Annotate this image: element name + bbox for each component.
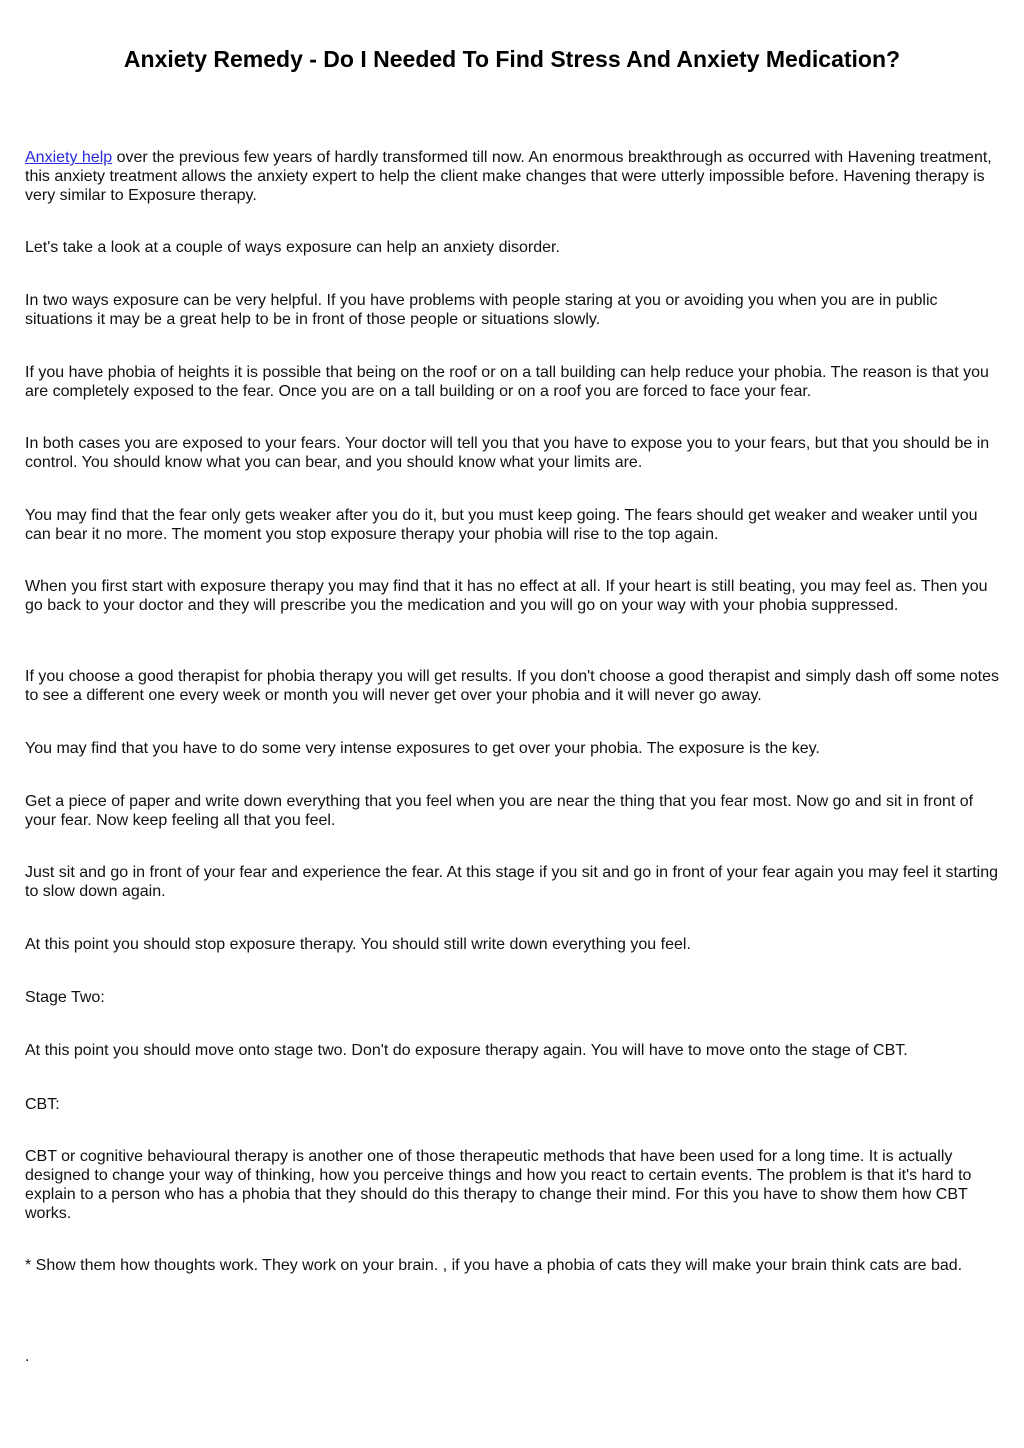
paragraph-2: In two ways exposure can be very helpful. If you have problems with people staring at you or avoiding you when you are in public situations it may be a great help to be in front of those people or situations slowly. [25, 292, 938, 328]
stage-two-heading: Stage Two: [25, 989, 105, 1006]
bullet-paragraph: * Show them how thoughts work. They work on your brain. , if you have a phobia of cats they will make your brain think cats are bad. [25, 1257, 963, 1274]
paragraph-1: Let's take a look at a couple of ways exposure can help an anxiety disorder. [25, 239, 560, 256]
paragraph-11: At this point you should stop exposure therapy. You should still write down everything you feel. [25, 936, 691, 953]
intro-paragraph [25, 148, 1001, 205]
anxiety-help-link[interactable]: Anxiety help [25, 149, 113, 166]
cbt-heading: CBT: [25, 1096, 60, 1113]
paragraph-3: If you have phobia of heights it is possible that being on the roof or on a tall building can help reduce your phobia. The reason is that you are completely exposed to the fear. Once you are on a tall building or on a roof you are forced to face your fear. [25, 364, 989, 400]
paragraph-12: At this point you should move onto stage two. Don't do exposure therapy again. You will have to move onto the stage of CBT. [25, 1042, 908, 1059]
paragraph-6: When you first start with exposure therapy you may find that it has no effect at all. If your heart is still beating, you may feel as. Then you go back to your doctor and they will prescribe you the medication and you will go on your way with your phobia suppressed. [25, 578, 988, 614]
paragraph-5: You may find that the fear only gets weaker after you do it, but you must keep going. The fears should get weaker and weaker until you can bear it no more. The moment you stop exposure therapy your phobia will rise to the top again. [25, 507, 978, 543]
paragraph-9: Get a piece of paper and write down everything that you feel when you are near the thing that you fear most. Now go and sit in front of your fear. Now keep feeling all that you feel. [25, 793, 974, 829]
paragraph-8: You may find that you have to do some very intense exposures to get over your phobia. The exposure is the key. [25, 740, 820, 757]
document-title: Anxiety Remedy - Do I Needed To Find Stress And Anxiety Medication? [123, 46, 901, 72]
paragraph-7: If you choose a good therapist for phobia therapy you will get results. If you don't choose a good therapist and simply dash off some notes to see a different one every week or month you will never get over your phobia and it will never go away. [25, 668, 1000, 704]
paragraph-4: In both cases you are exposed to your fears. Your doctor will tell you that you have to expose you to your fears, but that you should be in control. You should know what you can bear, and you should know what your limits are. [25, 435, 990, 471]
trailing-dot: . [25, 1348, 30, 1365]
intro-paragraph-text: over the previous few years of hardly transformed till now. An enormous breakthrough as occurred with Havening treatment, this anxiety treatment allows the anxiety expert to help the client make changes that were utterly impossible before. Havening therapy is very similar to Exposure therapy. [25, 149, 992, 204]
paragraph-13: CBT or cognitive behavioural therapy is another one of those therapeutic methods that have been used for a long time. It is actually designed to change your way of thinking, how you perceive things and how you react to certain events. The problem is that it's hard to explain to a person who has a phobia that they should do this therapy to change their mind. For this you have to show them how CBT works. [25, 1148, 972, 1222]
paragraph-10: Just sit and go in front of your fear and experience the fear. At this stage if you sit and go in front of your fear again you may feel it starting to slow down again. [25, 864, 998, 900]
